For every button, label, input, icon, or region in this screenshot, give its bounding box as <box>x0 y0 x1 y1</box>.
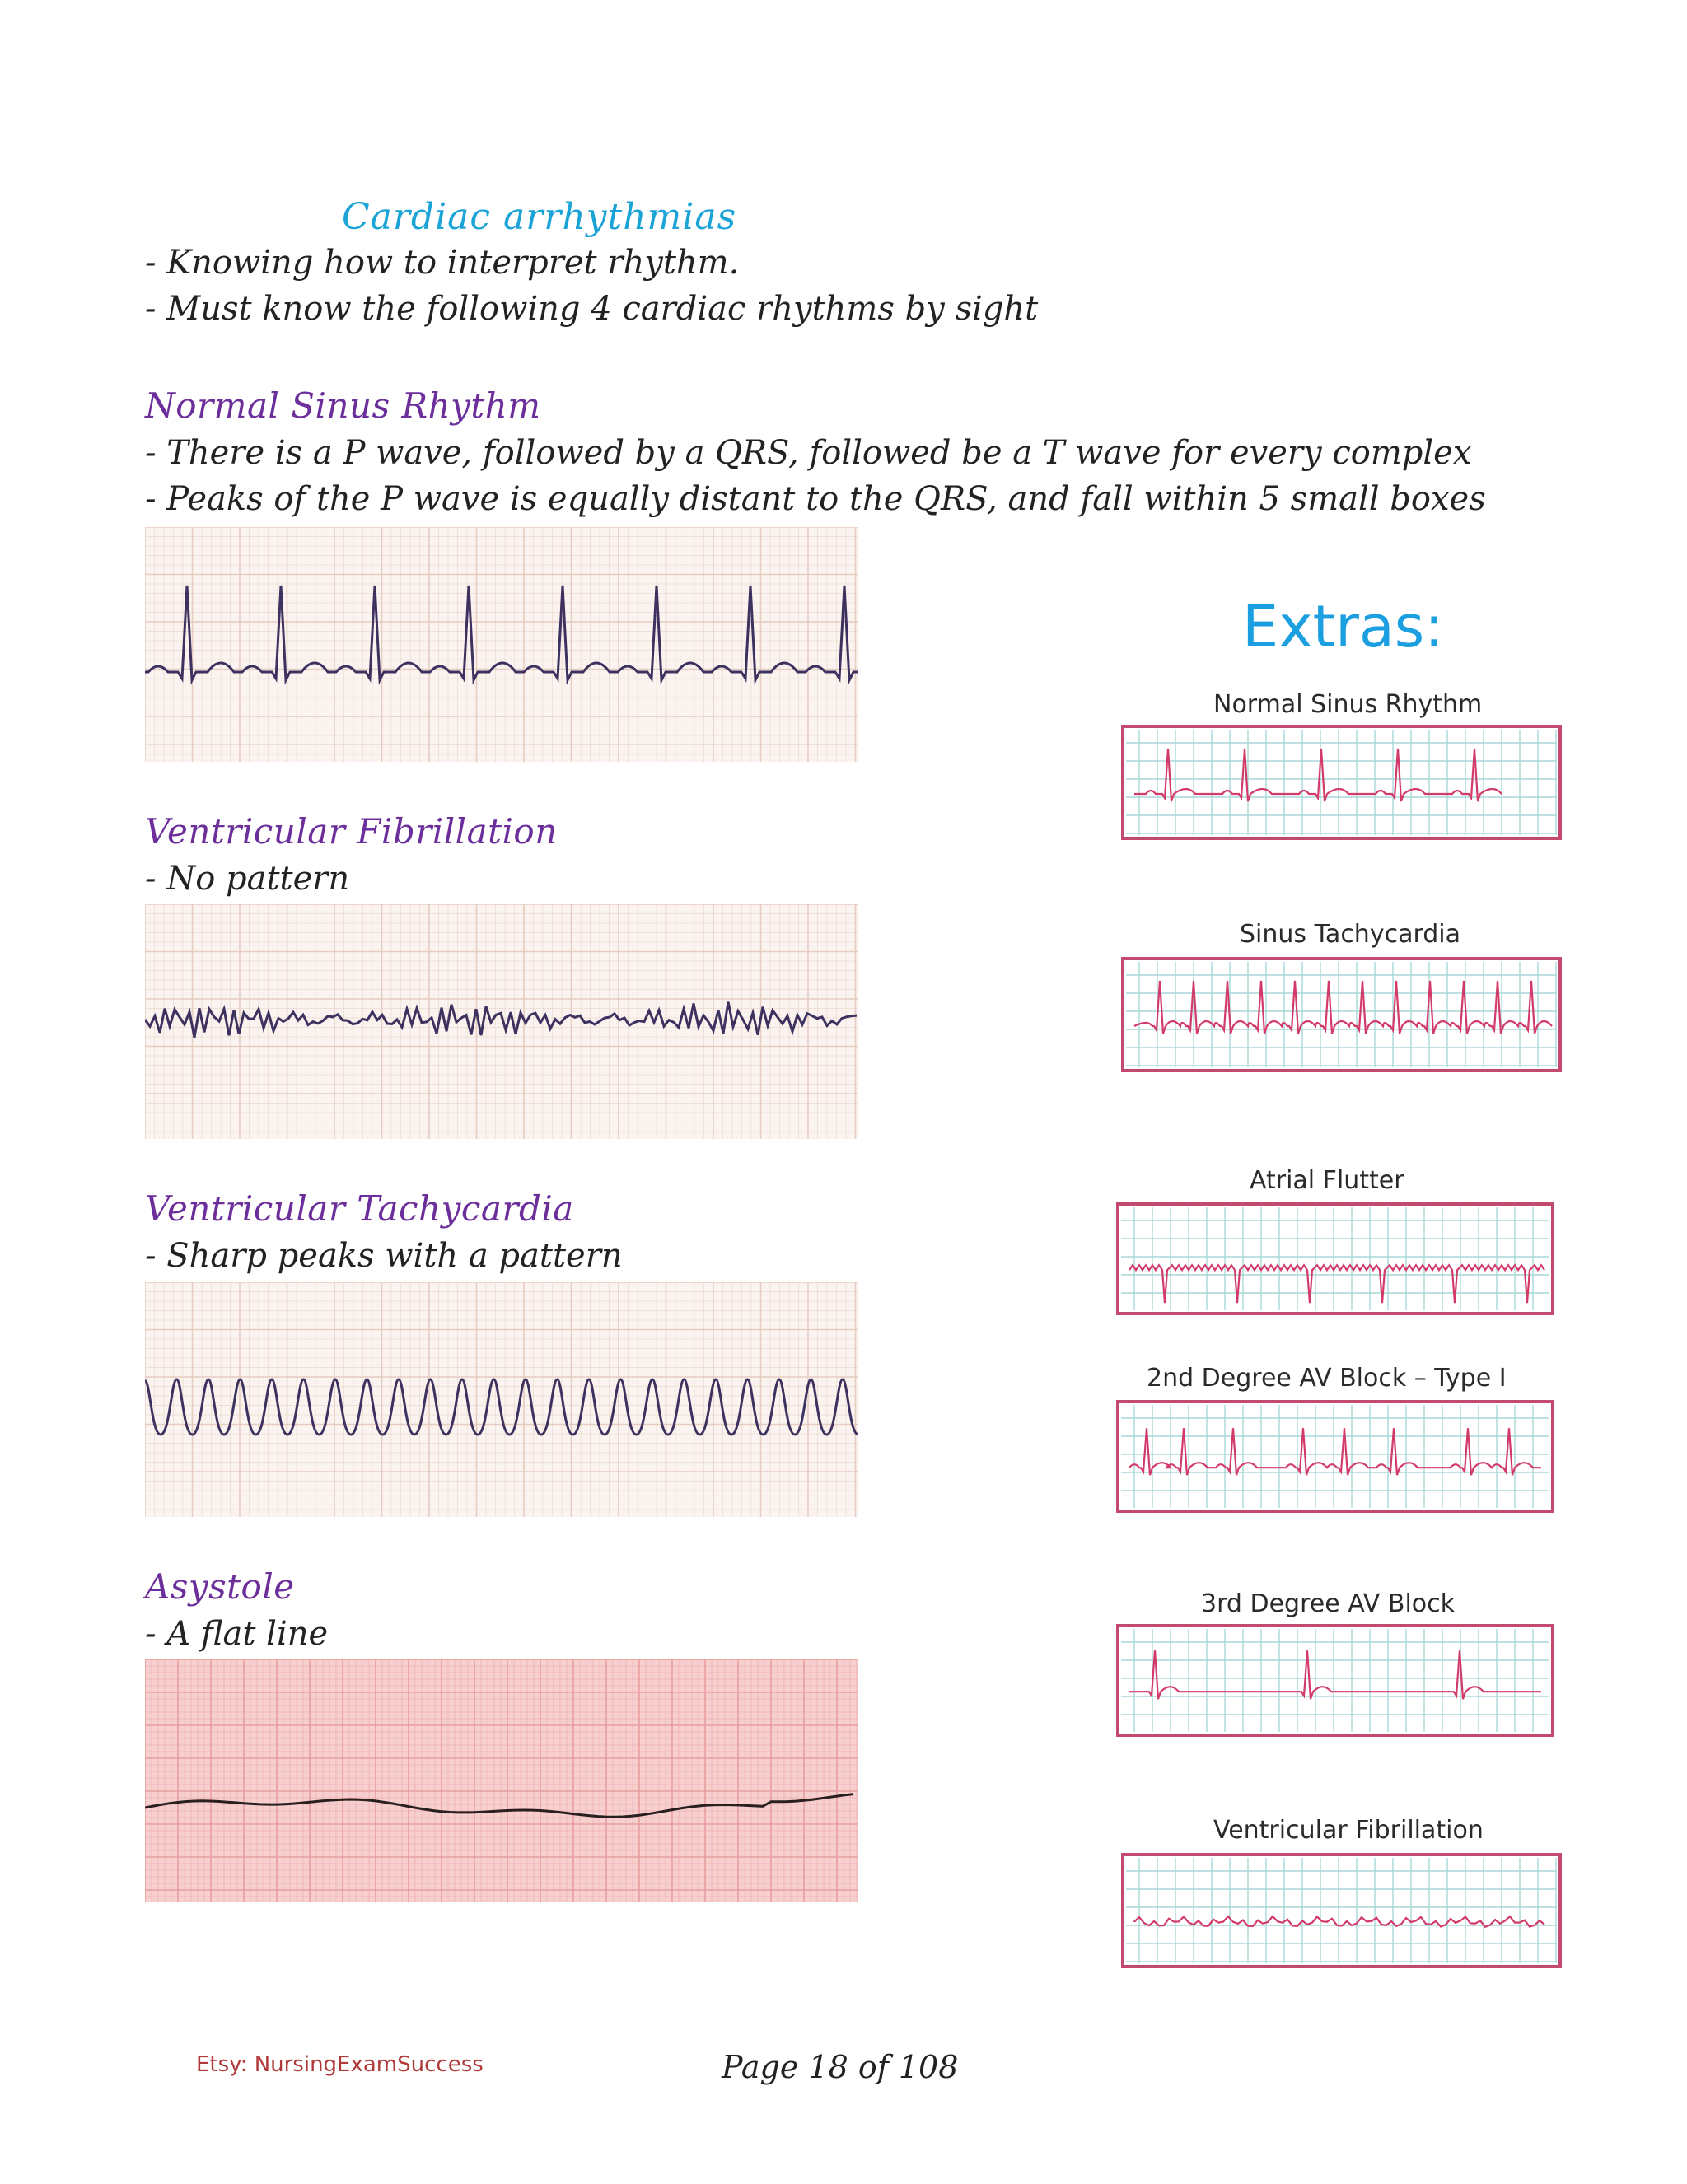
extra-avb3-svg <box>1116 1624 1554 1737</box>
footer-source: Etsy: NursingExamSuccess <box>196 2052 484 2077</box>
heading-ventricular-fibrillation: Ventricular Fibrillation <box>145 811 558 852</box>
extra-strip-3rd-degree-av-block <box>1116 1624 1554 1740</box>
heading-asystole: Asystole <box>145 1566 295 1607</box>
vtach-svg <box>145 1282 858 1517</box>
extras-title: Extras: <box>1242 593 1444 660</box>
heading-normal-sinus-rhythm: Normal Sinus Rhythm <box>145 385 541 426</box>
extra-strip-2nd-degree-av-block <box>1116 1400 1554 1516</box>
ecg-strip-ventricular-tachycardia <box>145 1282 858 1517</box>
extra-strip-sinus-tachycardia <box>1121 957 1562 1076</box>
nsr-note-2: - Peaks of the P wave is equally distant to the QRS, and fall within 5 small boxes <box>145 480 1486 518</box>
ecg-strip-asystole <box>145 1659 858 1894</box>
extra-strip-atrial-flutter <box>1116 1202 1554 1318</box>
ecg-strip-ventricular-fibrillation <box>145 904 858 1139</box>
nsr-note-1: - There is a P wave, followed by a QRS, followed be a T wave for every complex <box>145 434 1472 472</box>
ecg-strip-normal-sinus-rhythm <box>145 527 858 762</box>
page-title: Cardiac arrhythmias <box>342 196 737 238</box>
extra-stach-svg <box>1121 957 1562 1072</box>
extra-label-atrial-flutter: Atrial Flutter <box>1250 1166 1404 1195</box>
heading-ventricular-tachycardia: Ventricular Tachycardia <box>145 1188 574 1229</box>
extra-aflutter-svg <box>1116 1202 1554 1315</box>
extra-nsr-svg <box>1121 725 1562 840</box>
extra-vfib-svg <box>1121 1853 1562 1968</box>
vfib-note: - No pattern <box>145 860 350 898</box>
asystole-note: - A flat line <box>145 1615 329 1653</box>
footer-page-number: Page 18 of 108 <box>722 2049 959 2085</box>
intro-line-1: - Knowing how to interpret rhythm. <box>145 244 740 282</box>
intro-line-2: - Must know the following 4 cardiac rhythms by sight <box>145 290 1039 328</box>
extra-strip-normal-sinus-rhythm <box>1121 725 1562 843</box>
extra-label-3rd-degree-av-block: 3rd Degree AV Block <box>1201 1589 1455 1618</box>
nsr-svg <box>145 527 858 762</box>
vfib-svg <box>145 904 858 1139</box>
extra-label-2nd-degree-av-block: 2nd Degree AV Block – Type I <box>1147 1364 1507 1393</box>
extra-avb2-svg <box>1116 1400 1554 1513</box>
asystole-svg <box>145 1659 858 1902</box>
vtach-note: - Sharp peaks with a pattern <box>145 1237 623 1275</box>
extra-strip-ventricular-fibrillation <box>1121 1853 1562 1972</box>
extra-label-normal-sinus-rhythm: Normal Sinus Rhythm <box>1213 690 1483 719</box>
extra-label-sinus-tachycardia: Sinus Tachycardia <box>1240 920 1461 949</box>
extra-label-ventricular-fibrillation: Ventricular Fibrillation <box>1213 1816 1484 1845</box>
